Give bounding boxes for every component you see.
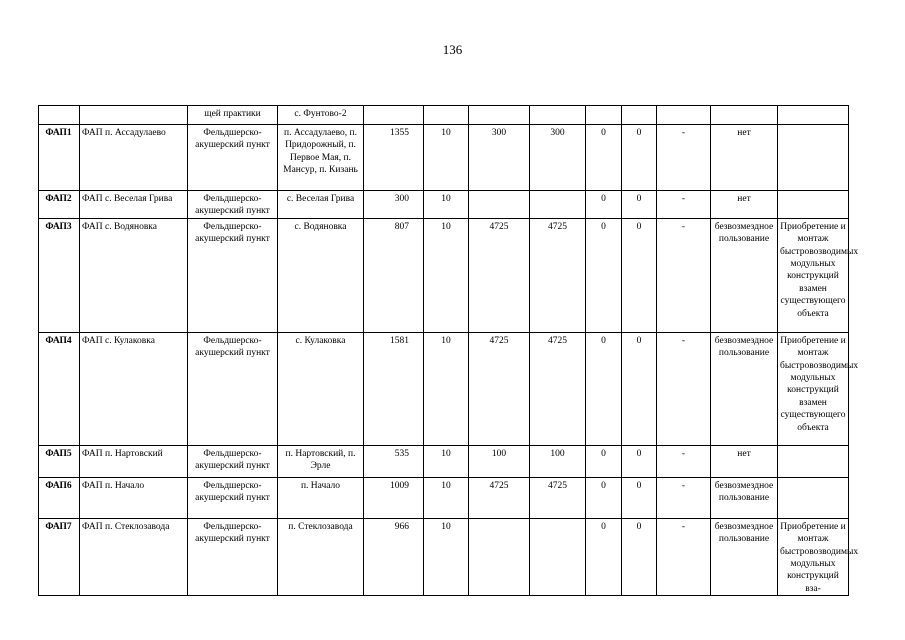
table-cell-c7 [469, 191, 530, 219]
table-cell-c7: 4725 [469, 218, 530, 332]
table-cell-c8: 300 [530, 125, 586, 191]
table-row [39, 191, 849, 219]
table-cell-c9: 0 [586, 191, 622, 219]
table-cell-c10: 0 [622, 477, 657, 518]
table-cell-c12: безвозмездное пользование [711, 218, 778, 332]
table-cell-settlements: п. Нартовский, п. Эрле [278, 445, 364, 477]
table-row [39, 477, 849, 518]
table-cell-type: Фельдшерско-акушерский пункт [188, 191, 278, 219]
table-cell [586, 106, 622, 125]
table-cell-c7: 4725 [469, 477, 530, 518]
table-cell-c6: 10 [424, 518, 469, 595]
table-cell-c12: безвозмездное пользование [711, 477, 778, 518]
table-cell-c10: 0 [622, 125, 657, 191]
facilities-table [38, 105, 859, 596]
table-cell-type: Фельдшерско-акушерский пункт [188, 477, 278, 518]
page-number: 136 [442, 42, 463, 57]
table-cell-name: ФАП с. Кулаковка [80, 332, 188, 445]
table-cell-c11: - [657, 518, 711, 595]
table-cell-type: Фельдшерско-акушерский пункт [188, 125, 278, 191]
table-cell [622, 106, 657, 125]
table-cell-c11: - [657, 218, 711, 332]
table-cell-c13 [778, 191, 849, 219]
table-cell: с. Фунтово-2 [278, 106, 364, 125]
table-cell-type: Фельдшерско-акушерский пункт [188, 445, 278, 477]
table-cell-c13: Приобретение и монтаж быстровозводимых модульных конструкций вза- [778, 518, 849, 595]
table-cell-population: 300 [364, 191, 424, 219]
table-row [39, 518, 849, 595]
table-cell-code: ФАП5 [39, 445, 80, 477]
table-cell-c8 [530, 518, 586, 595]
table-cell-c12: безвозмездное пользование [711, 518, 778, 595]
table-cell-c8: 100 [530, 445, 586, 477]
table-cell-c12: нет [711, 125, 778, 191]
table-cell-c13 [778, 445, 849, 477]
table-cell-c8: 4725 [530, 218, 586, 332]
table-cell-c13 [778, 477, 849, 518]
table-cell-settlements: с. Кулаковка [278, 332, 364, 445]
table-cell-c12: безвозмездное пользование [711, 332, 778, 445]
table-cell-settlements: п. Ассадулаево, п. Придорожный, п. Первое Мая, п. Мансур, п. Кизань [278, 125, 364, 191]
table-cell-type: Фельдшерско-акушерский пункт [188, 518, 278, 595]
table-cell-c7: 4725 [469, 332, 530, 445]
table-cell-name: ФАП с. Веселая Грива [80, 191, 188, 219]
table-cell-population: 535 [364, 445, 424, 477]
table-cell-c10: 0 [622, 518, 657, 595]
table-cell [778, 106, 849, 125]
table-cell-code: ФАП4 [39, 332, 80, 445]
table-cell-population: 807 [364, 218, 424, 332]
continuation-row [39, 106, 849, 125]
table-cell-c6: 10 [424, 218, 469, 332]
table-cell-settlements: п. Стеклозавода [278, 518, 364, 595]
table-cell [530, 106, 586, 125]
table-cell-c8 [530, 191, 586, 219]
table-cell-code: ФАП6 [39, 477, 80, 518]
table-cell [711, 106, 778, 125]
table-row [39, 218, 849, 332]
table-cell-c11: - [657, 125, 711, 191]
table-cell-c13 [778, 125, 849, 191]
table-cell-c11: - [657, 332, 711, 445]
table-cell-c9: 0 [586, 125, 622, 191]
table-cell-c11: - [657, 191, 711, 219]
table-cell-c7: 300 [469, 125, 530, 191]
table-cell-c8: 4725 [530, 477, 586, 518]
table-cell-settlements: п. Начало [278, 477, 364, 518]
table-cell-c6: 10 [424, 191, 469, 219]
table-cell-c9: 0 [586, 477, 622, 518]
table-cell [80, 106, 188, 125]
table-cell-c9: 0 [586, 518, 622, 595]
table-cell-c9: 0 [586, 332, 622, 445]
table-cell-c6: 10 [424, 332, 469, 445]
table-cell-c6: 10 [424, 125, 469, 191]
table-cell [469, 106, 530, 125]
table-cell-name: ФАП п. Начало [80, 477, 188, 518]
table-cell [364, 106, 424, 125]
table-cell-c9: 0 [586, 445, 622, 477]
table-cell-c7 [469, 518, 530, 595]
table-cell-code: ФАП7 [39, 518, 80, 595]
table-cell [424, 106, 469, 125]
table-cell-code: ФАП3 [39, 218, 80, 332]
table-cell-c6: 10 [424, 477, 469, 518]
table-cell-c8: 4725 [530, 332, 586, 445]
table-cell-c10: 0 [622, 332, 657, 445]
table-cell-c10: 0 [622, 445, 657, 477]
table-cell-c6: 10 [424, 445, 469, 477]
table-cell-settlements: с. Веселая Грива [278, 191, 364, 219]
table-cell-c13: Приобретение и монтаж быстровозводимых модульных конструкций взамен существующего объекта [778, 332, 849, 445]
table-cell-c13: Приобретение и монтаж быстровозводимых модульных конструкций взамен существующего объекта [778, 218, 849, 332]
table-cell-name: ФАП п. Стеклозавода [80, 518, 188, 595]
table-cell-c11: - [657, 445, 711, 477]
table-cell-population: 1355 [364, 125, 424, 191]
table-cell-c12: нет [711, 445, 778, 477]
table-cell-code: ФАП1 [39, 125, 80, 191]
table-cell-c10: 0 [622, 218, 657, 332]
table-cell: щей практики [188, 106, 278, 125]
table-cell-name: ФАП с. Водяновка [80, 218, 188, 332]
table-cell-name: ФАП п. Ассадулаево [80, 125, 188, 191]
table-cell-population: 966 [364, 518, 424, 595]
table-cell-name: ФАП п. Нартовский [80, 445, 188, 477]
table-cell-type: Фельдшерско-акушерский пункт [188, 218, 278, 332]
table-cell-c11: - [657, 477, 711, 518]
table-cell [39, 106, 80, 125]
table-row [39, 332, 849, 445]
table-cell-population: 1581 [364, 332, 424, 445]
table-row [39, 125, 849, 191]
table-cell-c10: 0 [622, 191, 657, 219]
table-cell-code: ФАП2 [39, 191, 80, 219]
table-cell-type: Фельдшерско-акушерский пункт [188, 332, 278, 445]
table-cell-c12: нет [711, 191, 778, 219]
table-cell [657, 106, 711, 125]
table-cell-population: 1009 [364, 477, 424, 518]
table-cell-c7: 100 [469, 445, 530, 477]
table-cell-settlements: с. Водяновка [278, 218, 364, 332]
table-cell-c9: 0 [586, 218, 622, 332]
table-row [39, 445, 849, 477]
